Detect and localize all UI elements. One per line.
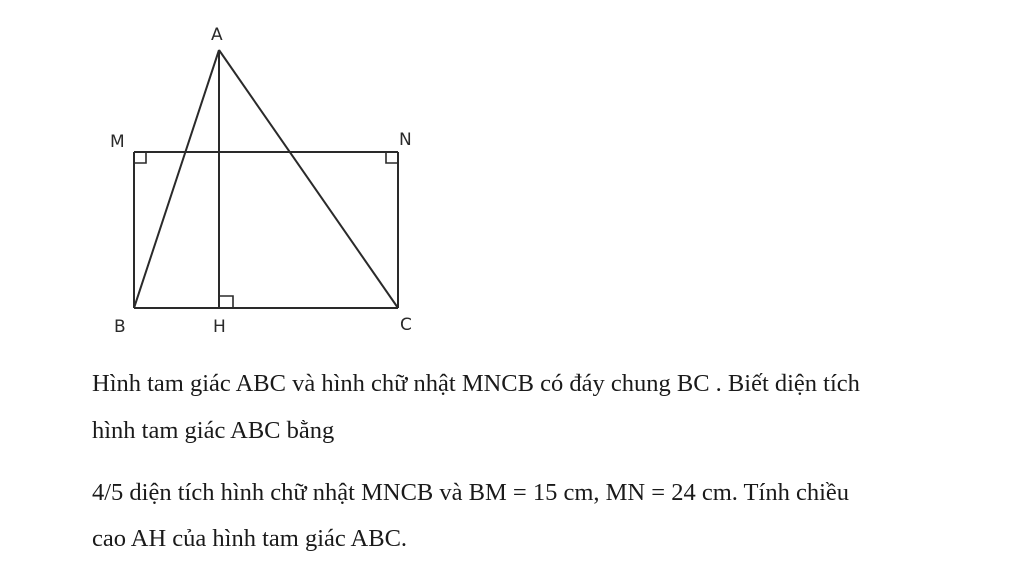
right-angle-mark-h: [219, 296, 233, 308]
problem-text-line-3: 4/5 diện tích hình chữ nhật MNCB và BM = 15 cm, MN = 24 cm. Tính chiều: [92, 479, 850, 506]
segment-ab: [134, 50, 219, 308]
label-point-c: C: [400, 315, 412, 335]
label-point-h: H: [213, 317, 226, 337]
problem-text-line-1: Hình tam giác ABC và hình chữ nhật MNCB có đáy chung BC . Biết diện tích: [92, 370, 860, 397]
right-angle-mark-m: [134, 152, 146, 163]
label-point-a: A: [211, 25, 223, 45]
problem-text-line-2: hình tam giác ABC bằng: [92, 417, 335, 444]
geometry-figure: [0, 0, 460, 345]
segment-ac: [219, 50, 398, 308]
problem-text-line-4: cao AH của hình tam giác ABC.: [92, 525, 408, 552]
label-point-n: N: [399, 130, 412, 150]
right-angle-mark-n: [386, 152, 398, 163]
label-point-b: B: [114, 317, 126, 337]
label-point-m: M: [110, 132, 125, 152]
